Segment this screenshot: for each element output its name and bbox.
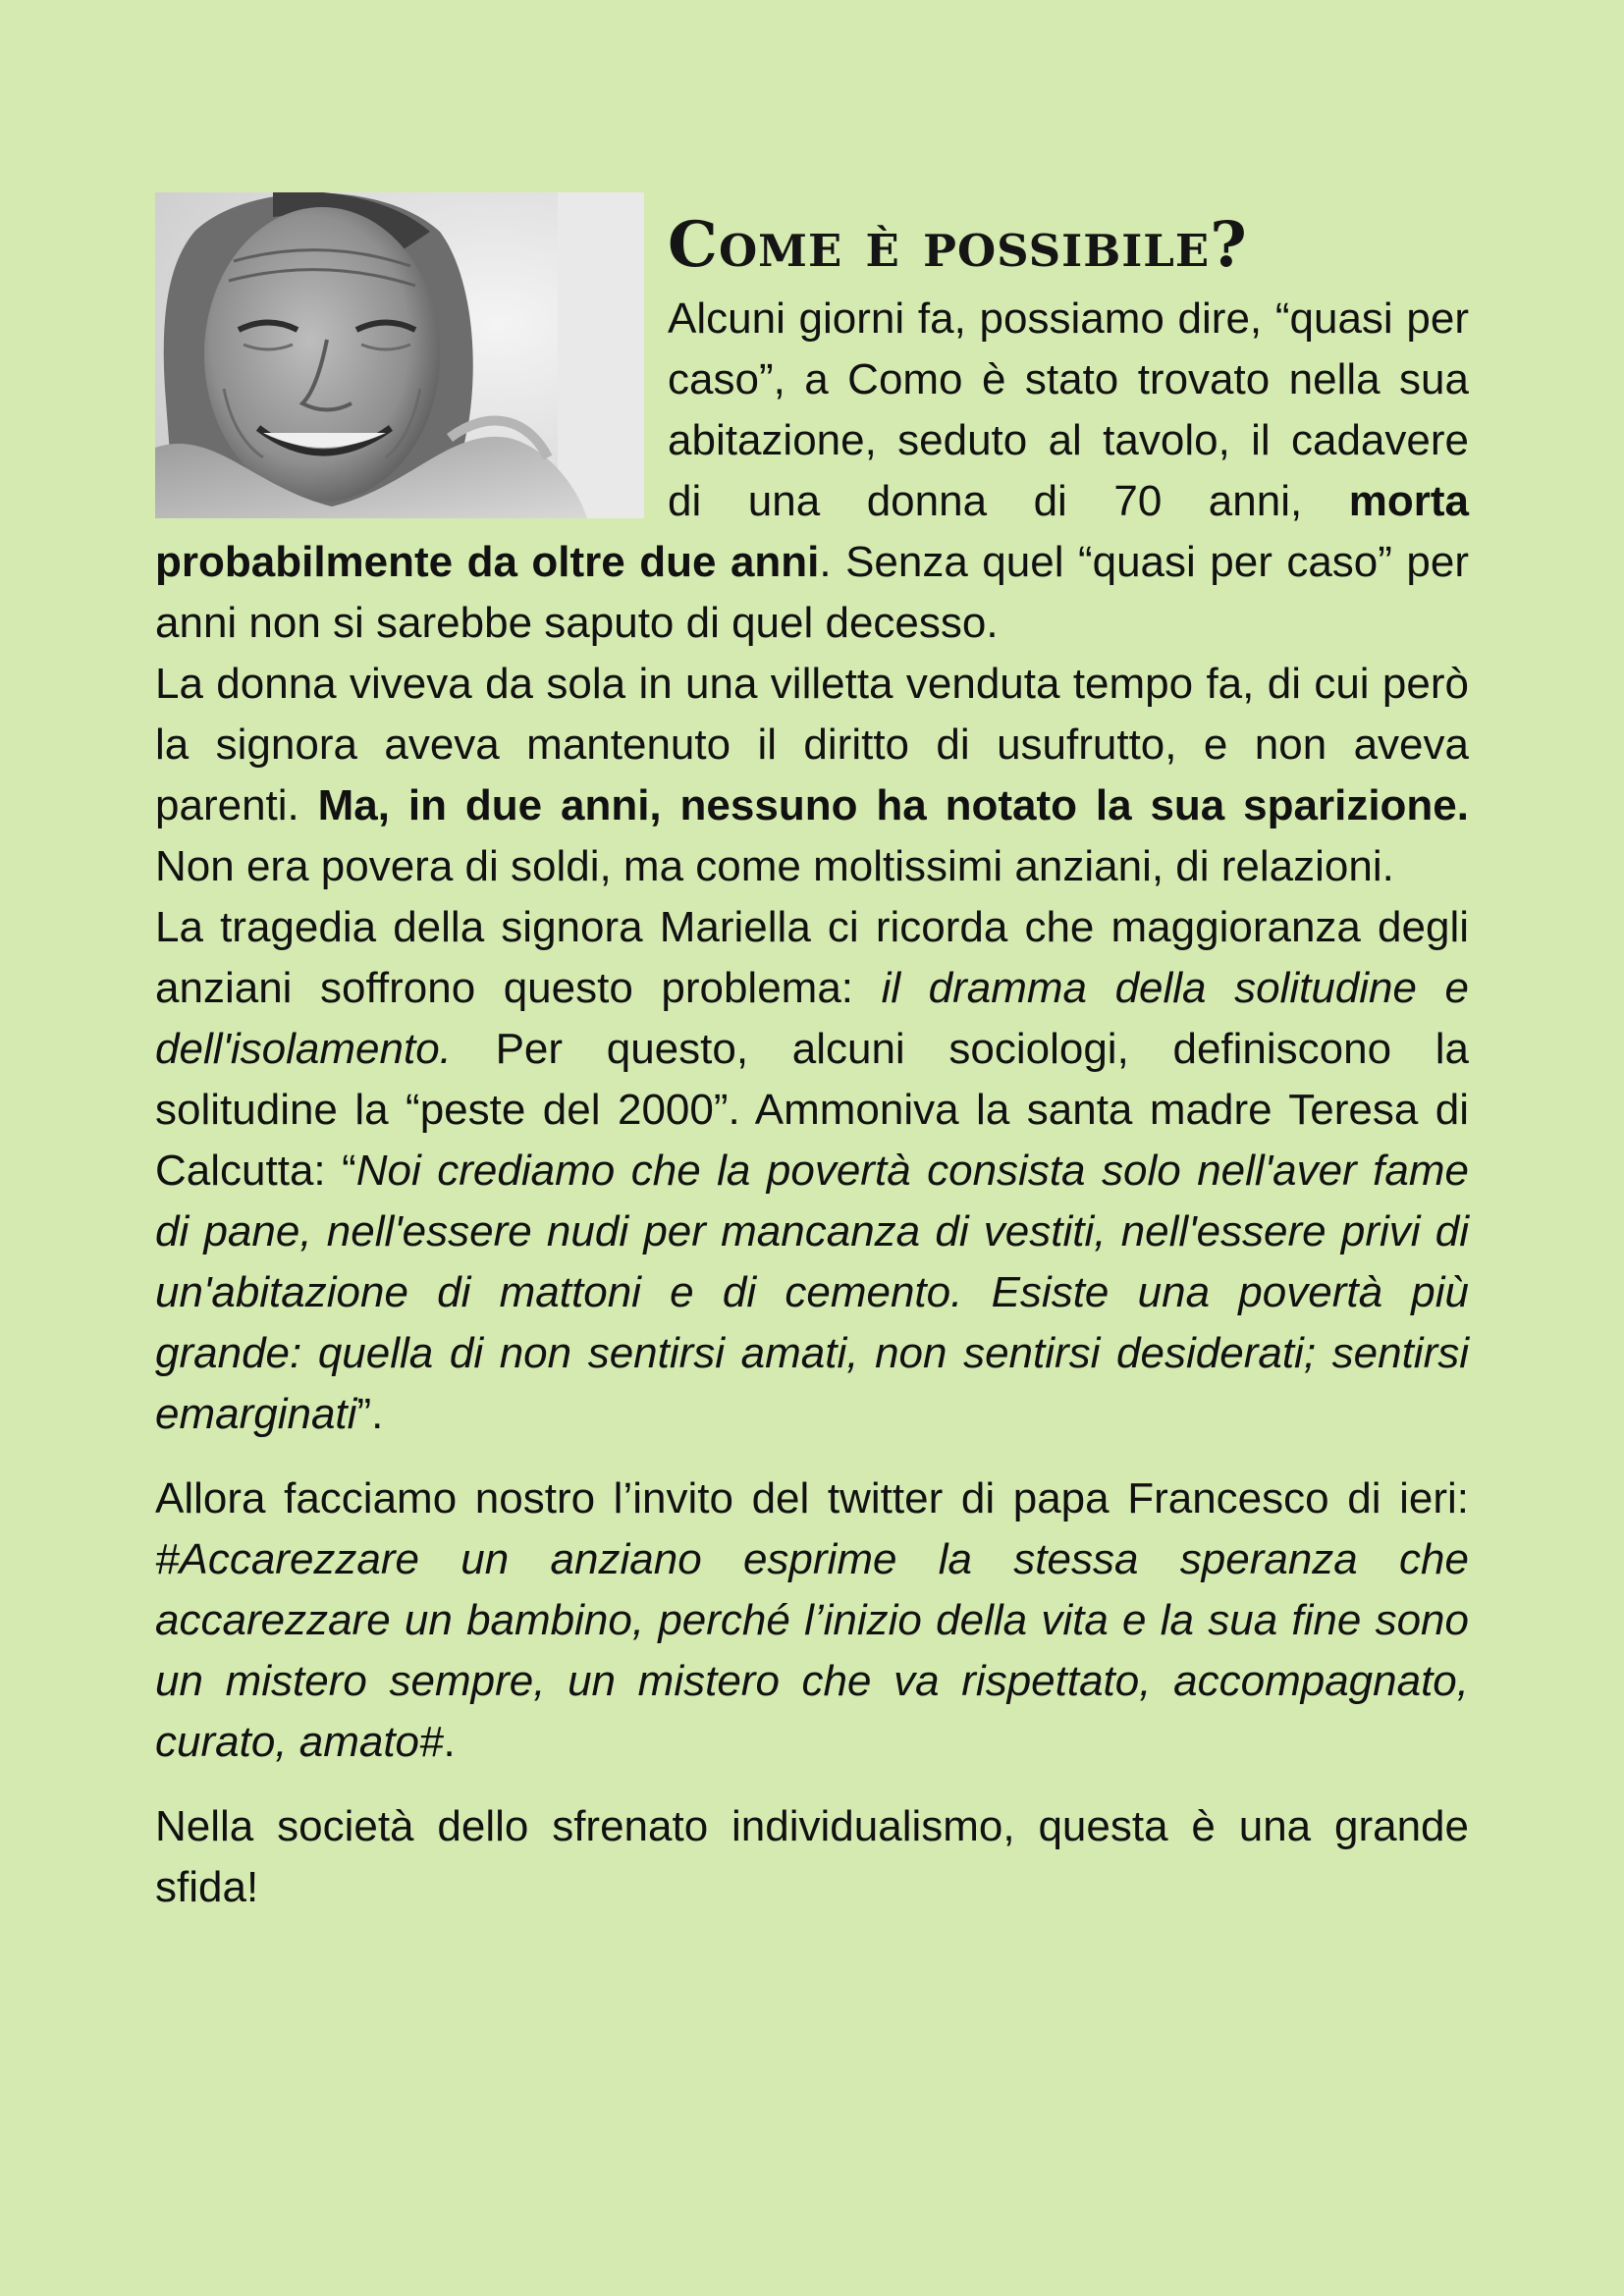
paragraph-2-bold: Ma, in due anni, nessuno ha notato la sua sparizione. (317, 781, 1470, 829)
paragraph-1-bold: morta probabilmente da oltre due anni (155, 477, 1469, 586)
paragraph-4-text: Allora facciamo nostro l’invito del twitter di papa Francesco di ieri: (155, 1474, 1469, 1522)
paragraph-3-text-end: ”. (356, 1390, 384, 1438)
paragraph-4-text-end: . (443, 1718, 456, 1766)
elderly-woman-photo (155, 192, 644, 518)
paragraph-2 (155, 654, 1469, 897)
page-title: Come è possibile? (668, 208, 1248, 282)
paragraph-3-text: La tragedia della signora Mariella ci ricorda che maggioranza degli anziani soffrono questo problema: (155, 903, 1469, 1012)
paragraph-4-quote: #Accarezzare un anziano esprime la stessa speranza che accarezzare un bambino, perché l’inizio della vita e la sua fine sono un mistero sempre, un mistero che va rispettato, accompagnato, curato, amato# (155, 1535, 1469, 1766)
paragraph-1-text: Alcuni giorni fa, possiamo dire, “quasi per caso”, a Como è stato trovato nella sua abitazione, seduto al tavolo, il cadavere di una donna di 70 anni, (668, 294, 1469, 525)
elderly-woman-image (155, 192, 644, 518)
paragraph-3 (155, 897, 1469, 1445)
paragraph-5: Nella società dello sfrenato individualismo, questa è una grande sfida! (155, 1802, 1469, 1911)
paragraph-3-italic: il dramma della solitudine e dell'isolamento. (155, 964, 1469, 1073)
paragraph-1-text-end: . Senza quel “quasi per caso” per anni non si sarebbe saputo di quel decesso. (155, 538, 1469, 647)
paragraph-3-text-mid: Per questo, alcuni sociologi, definiscono la solitudine la “peste del 2000”. Ammoniva la santa madre Teresa di Calcutta: “ (155, 1025, 1469, 1195)
paragraph-3-quote: Noi crediamo che la povertà consista solo nell'aver fame di pane, nell'essere nudi per mancanza di vestiti, nell'essere privi di un'abitazione di mattoni e di cemento. Esiste una povertà più grande: quella di non sentirsi amati, non sentirsi desiderati; sentirsi emarginati (155, 1147, 1469, 1438)
article (155, 192, 1469, 1918)
paragraph-2-text: La donna viveva da sola in una villetta venduta tempo fa, di cui però la signora aveva mantenuto il diritto di usufrutto, e non aveva parenti. (155, 660, 1469, 829)
paragraph-4 (155, 1468, 1469, 1773)
paragraph-2-text-end: Non era povera di soldi, ma come moltissimi anziani, di relazioni. (155, 842, 1394, 890)
